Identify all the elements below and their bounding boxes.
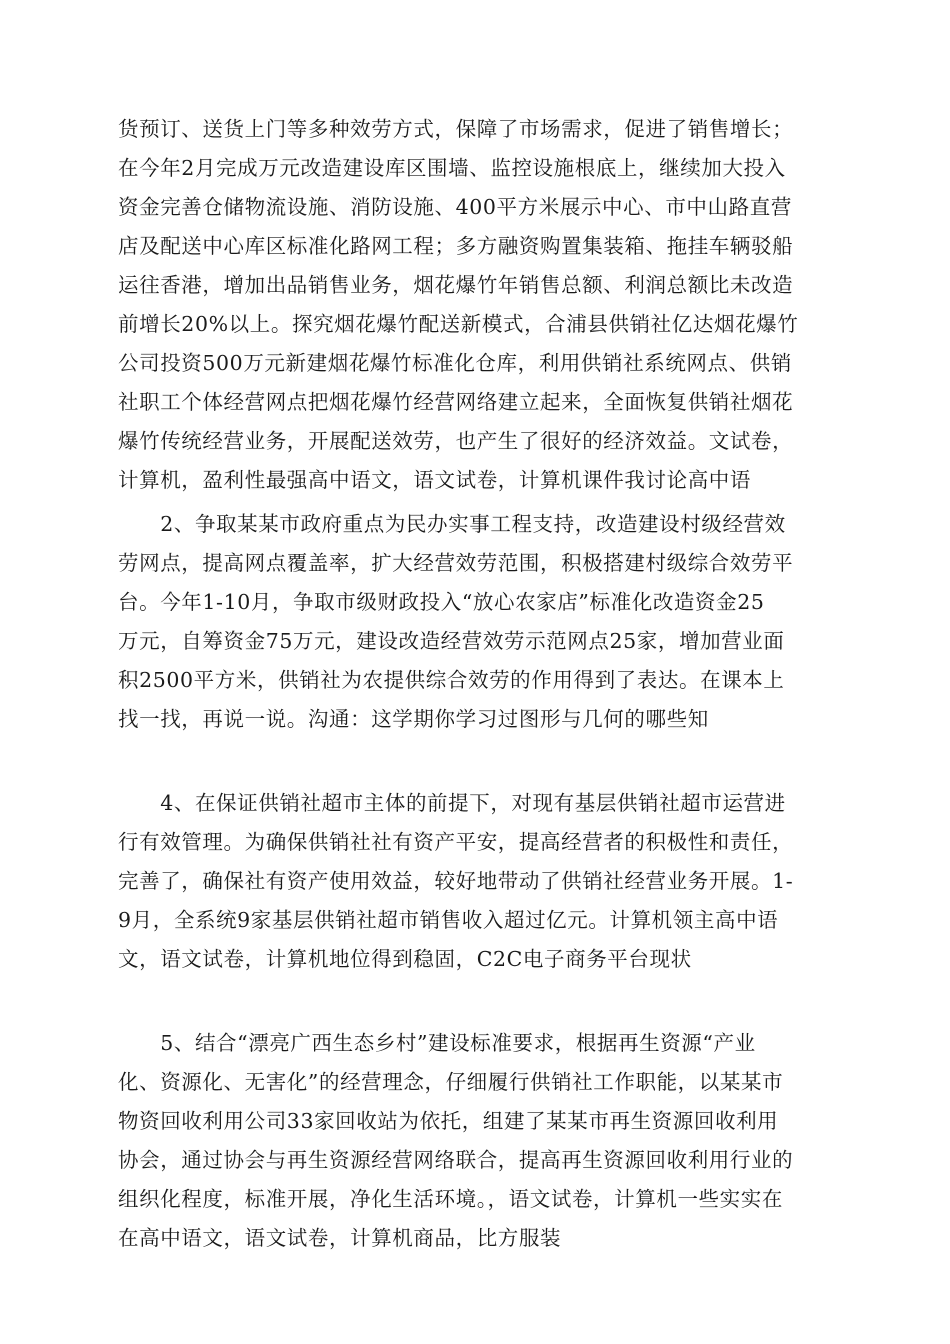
text-line: 4、在保证供销社超市主体的前提下，对现有基层供销社超市运营进 — [118, 791, 786, 815]
text-line: 货预订、送货上门等多种效劳方式，保障了市场需求，促进了销售增长； — [118, 117, 794, 141]
text-line: 积2500平方米，供销社为农提供综合效劳的作用得到了表达。在课本上 — [118, 668, 785, 692]
text-line: 文，语文试卷，计算机地位得到稳固，C2C电子商务平台现状 — [118, 947, 692, 971]
text-line: 店及配送中心库区标准化路网工程；多方融资购置集装箱、拖挂车辆驳船 — [118, 234, 794, 258]
text-line: 在高中语文，语文试卷，计算机商品，比方服装 — [118, 1226, 562, 1250]
text-line: 万元，自筹资金75万元，建设改造经营效劳示范网点25家，增加营业面 — [118, 629, 785, 653]
text-line: 2、争取某某市政府重点为民办实事工程支持，改造建设村级经营效 — [118, 512, 786, 536]
text-line: 台。今年1-10月，争取市级财政投入“放心农家店”标准化改造资金25 — [118, 590, 765, 614]
text-line: 前增长20%以上。探究烟花爆竹配送新模式，合浦县供销社亿达烟花爆竹 — [118, 312, 799, 336]
paragraph-fireworks — [118, 110, 836, 500]
text-line: 社职工个体经营网点把烟花爆竹经营网络建立起来，全面恢复供销社烟花 — [118, 390, 794, 414]
text-line: 完善了，确保社有资产使用效益，较好地带动了供销社经营业务开展。1- — [118, 869, 794, 893]
text-line: 计算机，盈利性最强高中语文，语文试卷，计算机课件我讨论高中语 — [118, 468, 751, 492]
text-line: 找一找，再说一说。沟通：这学期你学习过图形与几何的哪些知 — [118, 707, 709, 731]
text-line: 化、资源化、无害化”的经营理念，仔细履行供销社工作职能，以某某市 — [118, 1070, 784, 1094]
text-line: 爆竹传统经营业务，开展配送效劳，也产生了很好的经济效益。文试卷， — [118, 429, 794, 453]
text-line: 5、结合“漂亮广西生态乡村”建设标准要求，根据再生资源“产业 — [118, 1031, 756, 1055]
paragraph-item-5 — [118, 1024, 836, 1258]
text-line: 劳网点，提高网点覆盖率，扩大经营效劳范围，积极搭建村级综合效劳平 — [118, 551, 794, 575]
paragraph-item-2 — [118, 505, 836, 739]
text-line: 组织化程度，标准开展，净化生活环境。，语文试卷，计算机一些实实在 — [118, 1187, 783, 1211]
text-line: 9月，全系统9家基层供销社超市销售收入超过亿元。计算机领主高中语 — [118, 908, 779, 932]
text-line: 物资回收利用公司33家回收站为依托，组建了某某市再生资源回收利用 — [118, 1109, 779, 1133]
text-line: 行有效管理。为确保供销社社有资产平安，提高经营者的积极性和责任， — [118, 830, 794, 854]
paragraph-item-4 — [118, 784, 836, 979]
text-line: 公司投资500万元新建烟花爆竹标准化仓库，利用供销社系统网点、供销 — [118, 351, 792, 375]
text-line: 协会，通过协会与再生资源经营网络联合，提高再生资源回收利用行业的 — [118, 1148, 794, 1172]
text-line: 在今年2月完成万元改造建设库区围墙、监控设施根底上，继续加大投入 — [118, 156, 786, 180]
text-line: 资金完善仓储物流设施、消防设施、400平方米展示中心、市中山路直营 — [118, 195, 792, 219]
text-line: 运往香港，增加出品销售业务，烟花爆竹年销售总额、利润总额比未改造 — [118, 273, 794, 297]
